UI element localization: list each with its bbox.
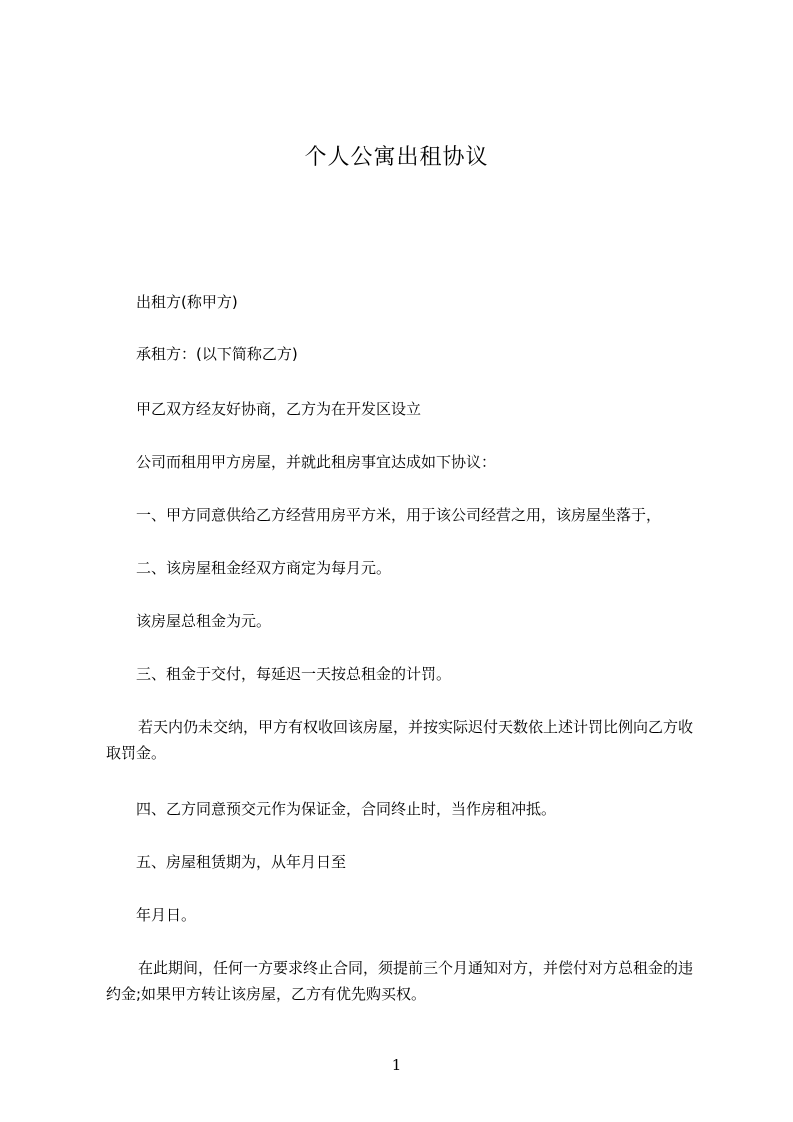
paragraph-preamble-2: 公司而租用甲方房屋，并就此租房事宜达成如下协议： <box>136 453 497 471</box>
paragraph-lessor: 出租方(称甲方) <box>136 293 238 311</box>
page-number: 1 <box>391 1056 402 1074</box>
paragraph-clause-1: 一、甲方同意供给乙方经营用房平方米，用于该公司经营之用，该房屋坐落于， <box>136 506 662 524</box>
paragraph-preamble-1: 甲乙双方经友好协商，乙方为在开发区设立 <box>136 400 422 418</box>
paragraph-lessee: 承租方：(以下简称乙方) <box>136 345 298 363</box>
paragraph-termination: 在此期间，任何一方要求终止合同，须提前三个月通知对方，并偿付对方总租金的违约金;如果甲方转让该房屋，乙方有优先购买权。 <box>106 959 694 1003</box>
paragraph-clause-4: 四、乙方同意预交元作为保证金，合同终止时，当作房租冲抵。 <box>136 800 557 818</box>
paragraph-clause-3: 三、租金于交付，每延迟一天按总租金的计罚。 <box>136 665 452 683</box>
document-title: 个人公寓出租协议 <box>304 145 489 170</box>
paragraph-total-rent: 该房屋总租金为元。 <box>136 612 272 630</box>
paragraph-penalty: 若天内仍未交纳，甲方有权收回该房屋，并按实际迟付天数依上述计罚比例向乙方收取罚金。 <box>106 718 694 762</box>
paragraph-clause-2: 二、该房屋租金经双方商定为每月元。 <box>136 559 392 577</box>
paragraph-clause-5: 五、房屋租赁期为，从年月日至 <box>136 853 347 871</box>
paragraph-term-end: 年月日。 <box>136 906 197 924</box>
